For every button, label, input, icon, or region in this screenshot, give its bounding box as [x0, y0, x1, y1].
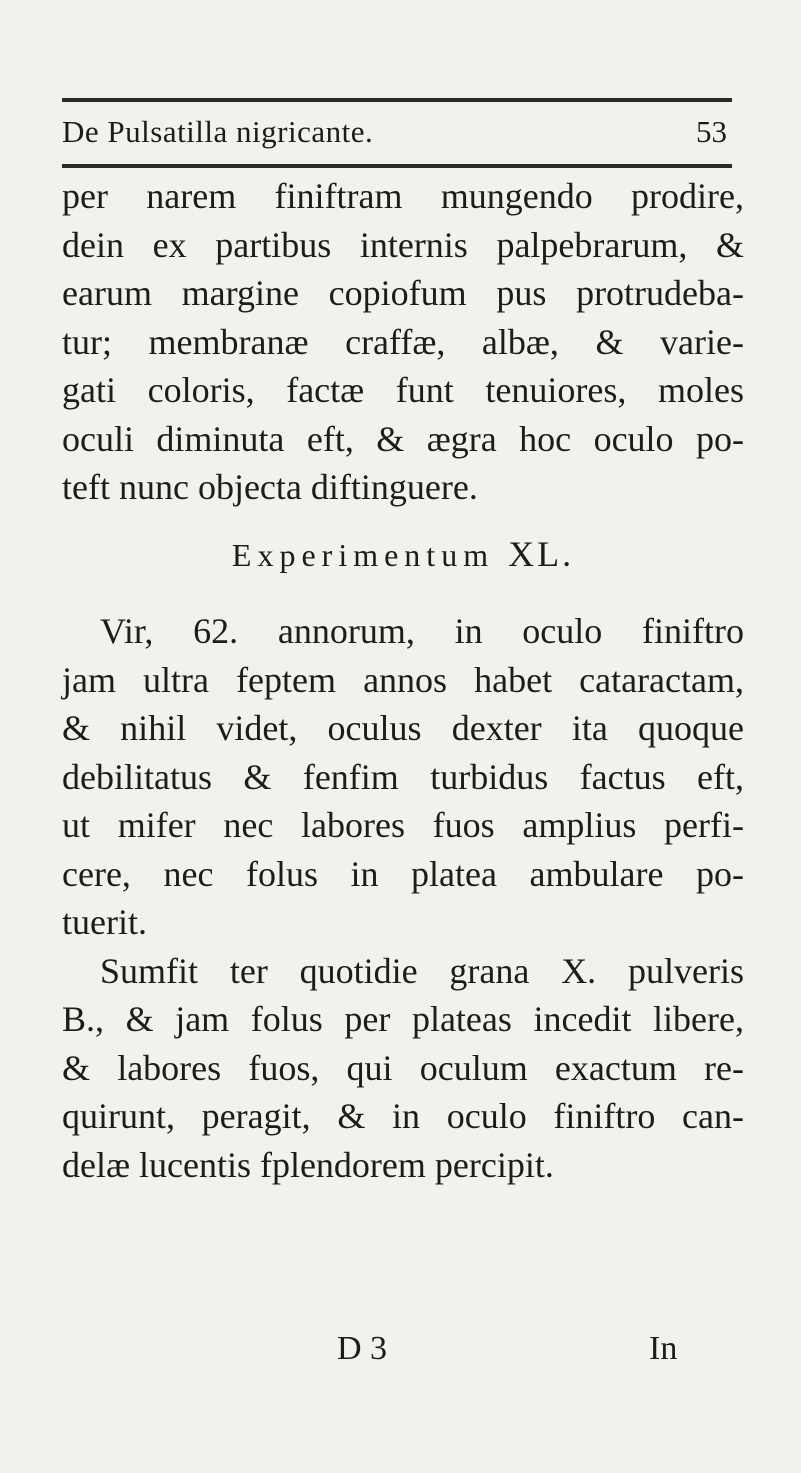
section-heading-numeral: XL. — [508, 533, 575, 574]
text-line: per narem finiftram mungendo prodire, — [62, 176, 744, 216]
text-line: B., & jam folus per plateas incedit libere, — [62, 999, 744, 1039]
text-line: ut mifer nec labores fuos amplius perfi- — [62, 805, 744, 845]
text-line: oculi diminuta eft, & ægra hoc oculo po- — [62, 418, 744, 459]
text-line: dein ex partibus internis palpebrarum, & — [62, 224, 744, 265]
section-heading-label: Experimentum — [231, 536, 509, 573]
text-line: Vir, 62. annorum, in oculo finiftro — [100, 611, 744, 651]
paragraph-1 — [62, 172, 744, 512]
text-line: Sumfit ter quotidie grana X. pulveris — [100, 950, 744, 991]
text-line: & labores fuos, qui oculum exactum re- — [62, 1047, 744, 1088]
text-line: debilitatus & fenfim turbidus factus eft, — [62, 756, 744, 797]
text-line: tuerit. — [62, 902, 147, 942]
text-line: teft nunc objecta diftinguere. — [62, 467, 478, 507]
running-title: De Pulsatilla nigricante. — [62, 114, 374, 149]
catchword: In — [649, 1330, 678, 1367]
text-line: gati coloris, factæ funt tenuiores, moles — [62, 370, 744, 410]
text-line: cere, nec folus in platea ambulare po- — [62, 853, 744, 894]
signature-mark: D 3 — [337, 1330, 388, 1367]
text-line: & nihil videt, oculus dexter ita quoque — [62, 708, 744, 748]
body-text — [62, 172, 744, 1189]
text-line: earum margine copiofum pus protrudeba- — [62, 273, 744, 313]
page-footer — [62, 1330, 732, 1380]
text-line: quirunt, peragit, & in oculo finiftro can- — [62, 1096, 744, 1136]
page-number: 53 — [696, 114, 727, 149]
header-rule-bottom — [62, 164, 732, 168]
section-heading — [62, 530, 744, 580]
text-line: delæ lucentis fplendorem percipit. — [62, 1144, 554, 1185]
paragraph-3 — [62, 947, 744, 1190]
paragraph-2 — [62, 607, 744, 947]
text-line: tur; membranæ craffæ, albæ, & varie- — [62, 321, 744, 362]
text-line: jam ultra feptem annos habet cataractam, — [62, 659, 744, 700]
header-rule-top — [62, 98, 732, 102]
